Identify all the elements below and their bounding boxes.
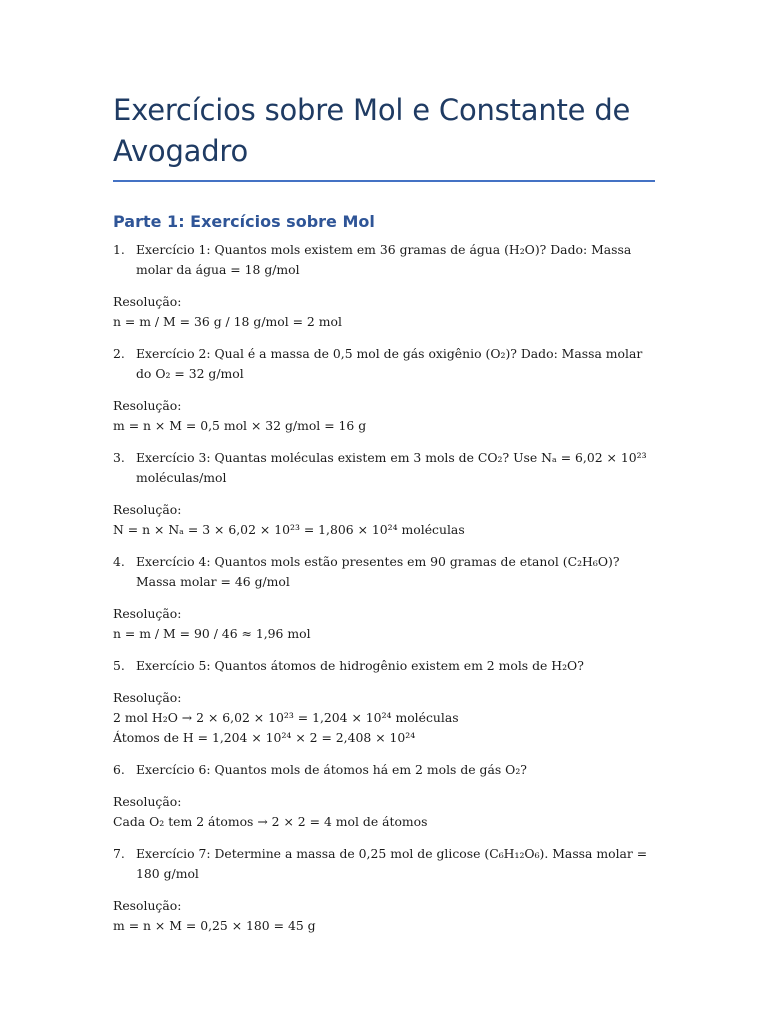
exercise-number: 7.: [113, 846, 125, 861]
exercise-number: 6.: [113, 762, 125, 777]
exercise-question: [113, 240, 655, 280]
exercise-question: [113, 844, 655, 884]
exercise-number: 1.: [113, 242, 125, 257]
exercise-item: [113, 240, 655, 332]
resolution-line: n = m / M = 36 g / 18 g/mol = 2 mol: [113, 314, 342, 329]
document-title: Exercícios sobre Mol e Constante de Avogadro: [113, 90, 655, 182]
exercise-item: [113, 760, 655, 832]
section-heading: Parte 1: Exercícios sobre Mol: [113, 212, 375, 231]
exercise-question: [113, 448, 655, 488]
resolution-block: [113, 500, 655, 540]
resolution-label: Resolução:: [113, 690, 182, 705]
resolution-block: [113, 688, 655, 748]
resolution-block: [113, 604, 655, 644]
resolution-block: [113, 396, 655, 436]
resolution-block: [113, 292, 655, 332]
exercise-text: Exercício 3: Quantas moléculas existem em 3 mols de CO₂? Use Nₐ = 6,02 × 10²³ moléculas/mol: [136, 450, 647, 485]
resolution-line: Cada O₂ tem 2 átomos → 2 × 2 = 4 mol de átomos: [113, 814, 428, 829]
exercise-number: 2.: [113, 346, 125, 361]
resolution-line: m = n × M = 0,5 mol × 32 g/mol = 16 g: [113, 418, 367, 433]
document-page: [113, 90, 655, 948]
exercise-question: [113, 656, 655, 676]
exercise-text: Exercício 2: Qual é a massa de 0,5 mol de gás oxigênio (O₂)? Dado: Massa molar do O₂ = 32 g/mol: [136, 346, 643, 381]
exercise-question: [113, 552, 655, 592]
exercise-number: 5.: [113, 658, 125, 673]
exercise-text: Exercício 1: Quantos mols existem em 36 gramas de água (H₂O)? Dado: Massa molar da água = 18 g/mol: [136, 242, 632, 277]
resolution-line: Átomos de H = 1,204 × 10²⁴ × 2 = 2,408 × 10²⁴: [113, 730, 416, 745]
resolution-line: 2 mol H₂O → 2 × 6,02 × 10²³ = 1,204 × 10²⁴ moléculas: [113, 710, 459, 725]
exercise-item: [113, 552, 655, 644]
exercise-item: [113, 448, 655, 540]
exercise-question: [113, 760, 655, 780]
exercise-list: [113, 240, 655, 936]
resolution-line: m = n × M = 0,25 × 180 = 45 g: [113, 918, 316, 933]
resolution-label: Resolução:: [113, 398, 182, 413]
resolution-label: Resolução:: [113, 606, 182, 621]
exercise-text: Exercício 5: Quantos átomos de hidrogênio existem em 2 mols de H₂O?: [136, 658, 584, 673]
resolution-label: Resolução:: [113, 502, 182, 517]
exercise-text: Exercício 6: Quantos mols de átomos há em 2 mols de gás O₂?: [136, 762, 527, 777]
resolution-line: N = n × Nₐ = 3 × 6,02 × 10²³ = 1,806 × 10²⁴ moléculas: [113, 522, 465, 537]
exercise-text: Exercício 4: Quantos mols estão presentes em 90 gramas de etanol (C₂H₆O)? Massa molar = 46 g/mol: [136, 554, 620, 589]
resolution-label: Resolução:: [113, 294, 182, 309]
exercise-text: Exercício 7: Determine a massa de 0,25 mol de glicose (C₆H₁₂O₆). Massa molar = 180 g/mol: [136, 846, 648, 881]
resolution-line: n = m / M = 90 / 46 ≈ 1,96 mol: [113, 626, 311, 641]
resolution-block: [113, 792, 655, 832]
exercise-item: [113, 656, 655, 748]
exercise-number: 3.: [113, 450, 125, 465]
exercise-item: [113, 344, 655, 436]
resolution-block: [113, 896, 655, 936]
exercise-item: [113, 844, 655, 936]
resolution-label: Resolução:: [113, 794, 182, 809]
resolution-label: Resolução:: [113, 898, 182, 913]
exercise-number: 4.: [113, 554, 125, 569]
exercise-question: [113, 344, 655, 384]
